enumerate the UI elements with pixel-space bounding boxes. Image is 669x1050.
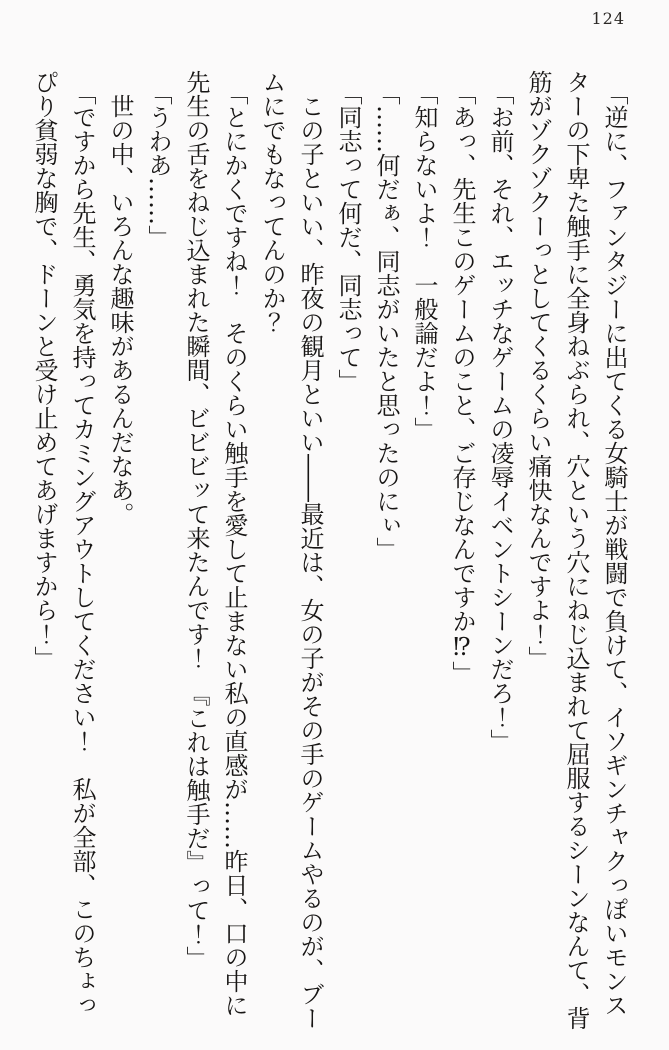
page-number: 124 (591, 9, 625, 28)
narration-line: この子といい、昨夜の観月といい――最近は、女の子がその手のゲームやるのが、ブームにでもなってんのか？ (258, 70, 324, 1030)
text-block (25, 70, 633, 1032)
dialogue-line: 「知らないよ！ 一般論だよ！」 (410, 80, 438, 441)
dialogue-line: 「……何だぁ、同志がいたと思ったのにぃ」 (372, 80, 400, 561)
dialogue-line: 「お前、それ、エッチなゲームの凌辱イベントシーンだろ！」 (486, 80, 514, 753)
dialogue-line: 「とにかくですね！ そのくらい触手を愛して止まない私の直感が……昨日、口の中に先生の舌をねじ込まれた瞬間、ビビビッて来たんです！ 『これは触手だ』って！」 (182, 70, 248, 1017)
dialogue-line: 「うわあ……」 (144, 80, 172, 249)
dialogue-line: 「あっ、先生このゲームのこと、ご存じなんですか⁉」 (448, 80, 476, 685)
dialogue-line: 「同志って何だ、同志って」 (334, 80, 362, 393)
dialogue-line: 「逆に、ファンタジーに出てくる女騎士が戦闘で負けて、イソギンチャクっぽいモンスターの下卑た触手に全身ねぶられ、穴という穴にねじ込まれて屈服するシーンなんて、背筋がゾクゾクーっとしてくるくらい痛快なんですよ！」 (524, 70, 628, 1030)
narration-line: 世の中、いろんな趣味があるんだなあ。 (106, 94, 134, 526)
dialogue-line: 「ですから先生、勇気を持ってカミングアウトしてください！ 私が全部、このちょっぴり貧弱な胸で、ドーンと受け止めてあげますから！」 (30, 70, 96, 1017)
